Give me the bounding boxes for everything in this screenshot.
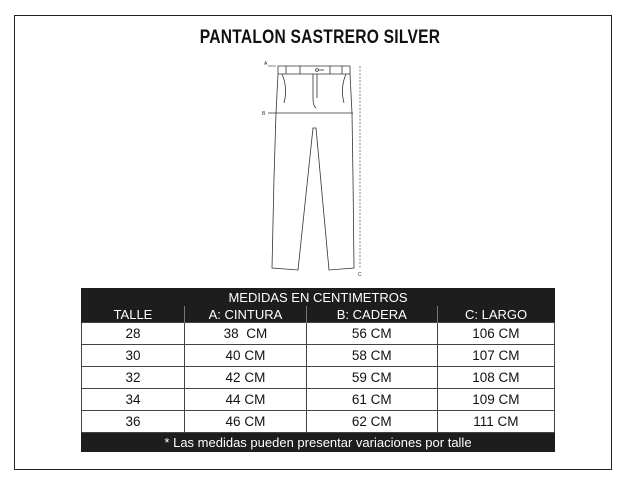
label-a: A (264, 61, 268, 67)
cell-cintura: 44 CM (184, 389, 306, 411)
cell-talle: 36 (82, 411, 185, 433)
cell-cintura: 42 CM (184, 367, 306, 389)
cell-largo: 107 CM (437, 345, 554, 367)
cell-cintura: 38 CM (184, 323, 306, 345)
cell-largo: 111 CM (437, 411, 554, 433)
col-header-cadera: B: CADERA (306, 306, 437, 323)
page-title: PANTALON SASTRERO SILVER (199, 27, 441, 48)
cell-cadera: 61 CM (306, 389, 437, 411)
cell-talle: 30 (82, 345, 185, 367)
cell-talle: 34 (82, 389, 185, 411)
label-c: C (358, 272, 362, 278)
table-row (82, 323, 555, 345)
col-header-largo: C: LARGO (437, 306, 554, 323)
cell-cintura: 46 CM (184, 411, 306, 433)
cell-largo: 108 CM (437, 367, 554, 389)
table-row (82, 411, 555, 433)
label-b: B (262, 111, 266, 117)
table-row (82, 389, 555, 411)
pants-diagram (260, 58, 370, 280)
col-header-cintura: A: CINTURA (184, 306, 306, 323)
cell-cadera: 56 CM (306, 323, 437, 345)
cell-largo: 106 CM (437, 323, 554, 345)
table-caption: MEDIDAS EN CENTIMETROS (82, 289, 555, 306)
cell-talle: 32 (82, 367, 185, 389)
cell-cadera: 58 CM (306, 345, 437, 367)
cell-cintura: 40 CM (184, 345, 306, 367)
cell-largo: 109 CM (437, 389, 554, 411)
col-header-talle: TALLE (82, 306, 185, 323)
table-row (82, 367, 555, 389)
cell-talle: 28 (82, 323, 185, 345)
cell-cadera: 62 CM (306, 411, 437, 433)
table-row (82, 345, 555, 367)
cell-cadera: 59 CM (306, 367, 437, 389)
table-note: * Las medidas pueden presentar variaciones por talle (82, 433, 555, 452)
size-table (81, 288, 555, 452)
